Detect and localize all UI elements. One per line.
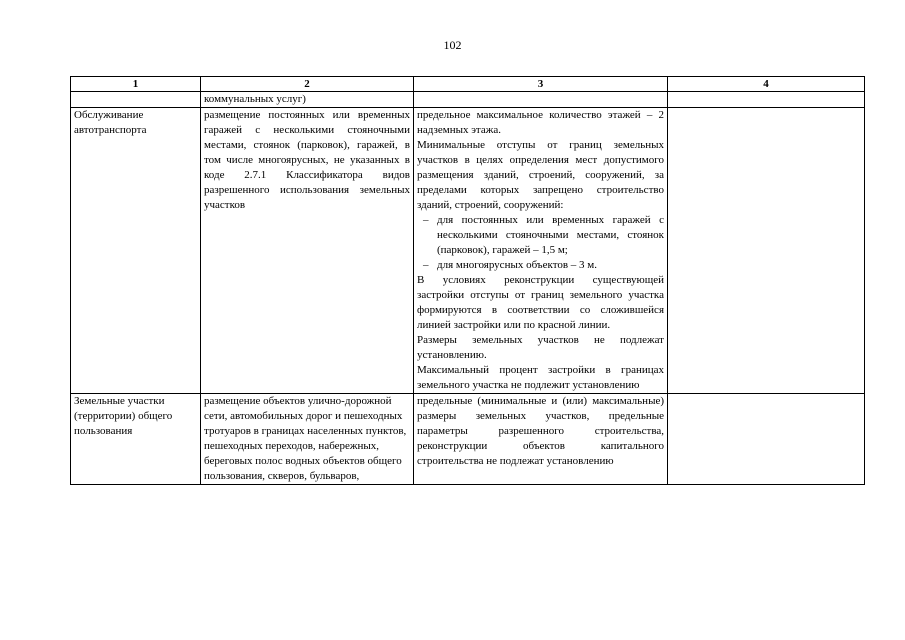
column-header: 4 <box>668 77 865 92</box>
table-cell <box>414 108 668 394</box>
table-cell <box>668 394 865 485</box>
table-row <box>71 108 865 394</box>
regulations-table <box>70 76 865 485</box>
table-cell <box>668 92 865 108</box>
cell-paragraph: Максимальный процент застройки в границах земельного участка не подлежит установлению <box>417 364 664 391</box>
table-cell: Обслуживание автотранспорта <box>71 108 201 394</box>
list-item: – для многоярусных объектов – 3 м. <box>417 258 664 273</box>
table-cell: коммунальных услуг) <box>201 92 414 108</box>
cell-paragraph: Минимальные отступы от границ земельных участков в целях определения мест допустимого размещения зданий, строений, сооружений, за пределами которых запрещено строительство зданий, строений, сооружений: <box>417 139 664 211</box>
table-cell: размещение объектов улично-дорожной сети, автомобильных дорог и пешеходных тротуаров в границах населенных пунктов, пешеходных переходов, набережных, береговых полос водных объектов общего пользования, скверов, бульваров, <box>201 394 414 485</box>
table-cell: размещение постоянных или временных гаражей с несколькими стояночными местами, стоянок (парковок), гаражей, в том числе многоярусных, не указанных в коде 2.7.1 Классификатора видов разрешенного использования земельных участков <box>201 108 414 394</box>
table-cell: предельные (минимальные и (или) максимальные) размеры земельных участков, предельные параметры разрешенного строительства, реконструкции объектов капитального строительства не подлежат установлению <box>414 394 668 485</box>
column-header: 3 <box>414 77 668 92</box>
table-cell <box>71 92 201 108</box>
column-header: 1 <box>71 77 201 92</box>
table-cell <box>668 108 865 394</box>
setback-list <box>417 213 664 273</box>
column-header: 2 <box>201 77 414 92</box>
table-row <box>71 394 865 485</box>
table-header-row <box>71 77 865 92</box>
cell-paragraph: В условиях реконструкции существующей застройки отступы от границ земельного участка формируются в соответствии со сложившейся линией застройки или по красной линии. <box>417 274 664 331</box>
page-number: 102 <box>443 38 462 52</box>
table-row <box>71 92 865 108</box>
table-cell <box>414 92 668 108</box>
list-item: – для постоянных или временных гаражей с несколькими стояночными местами, стоянок (парковок), гаражей – 1,5 м; <box>417 213 664 258</box>
cell-paragraph: Размеры земельных участков не подлежат установлению. <box>417 334 664 361</box>
cell-paragraph: предельное максимальное количество этажей – 2 надземных этажа. <box>417 109 664 136</box>
table-cell: Земельные участки (территории) общего пользования <box>71 394 201 485</box>
